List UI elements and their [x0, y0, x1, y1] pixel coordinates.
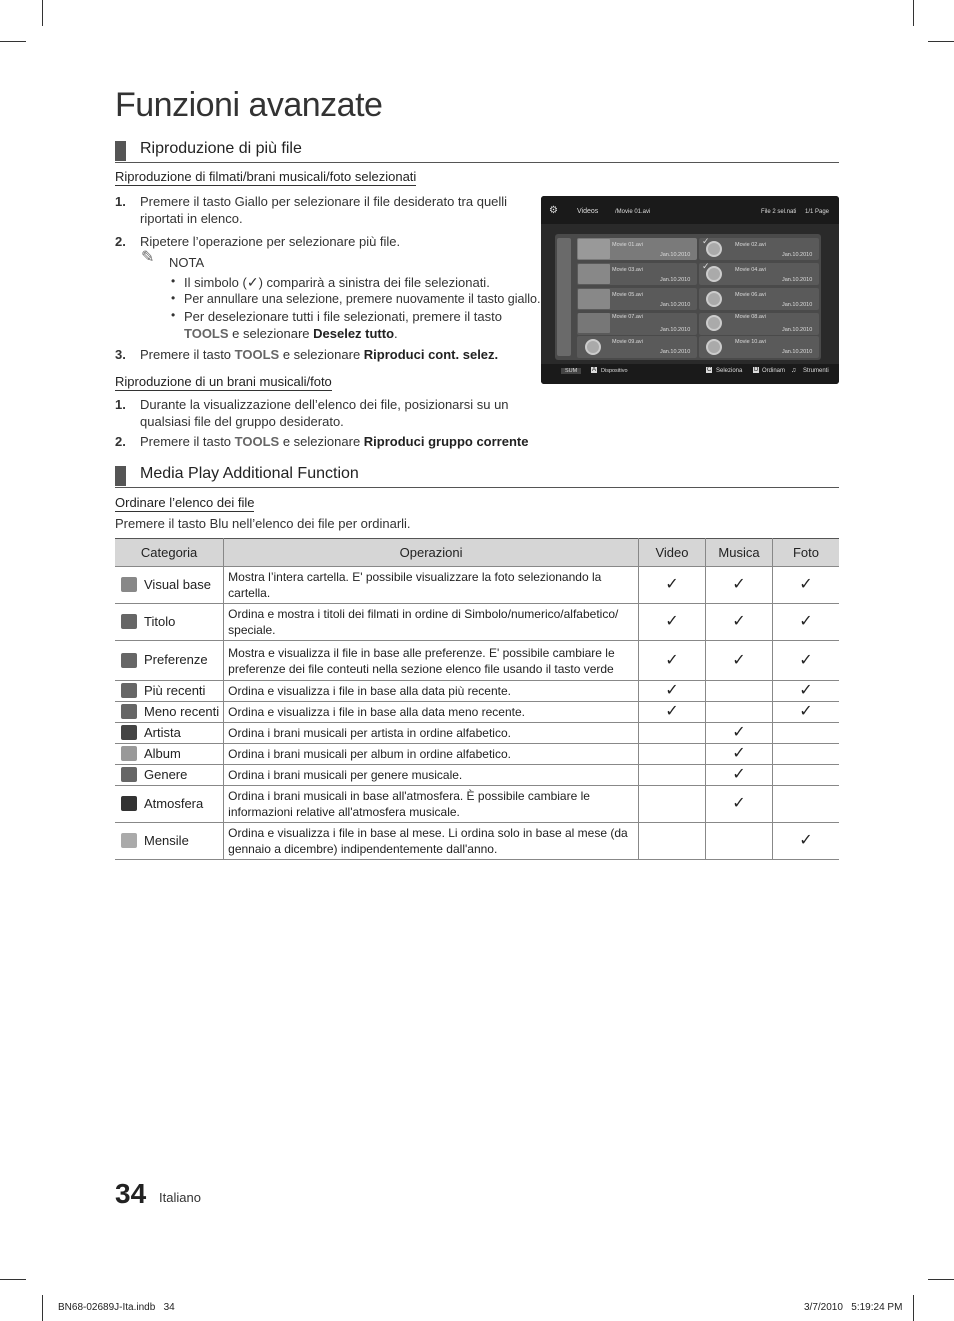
table-row: Preferenze Mostra e visualizza il file in base alle preferenze. E' possibile cambiare le preferenze dei file conteuti nella sezione elenco file usando il tasto verde ✓ ✓ ✓: [115, 641, 839, 681]
table-row: Mensile Ordina e visualizza i file in base al mese. Li ordina solo in base al mese (da gennaio a dicembre) indipendentemente dall'anno. ✓: [115, 823, 839, 860]
table-row: Meno recenti Ordina e visualizza i file in base alla data meno recente. ✓ ✓: [115, 702, 839, 723]
film-reel-icon: [585, 339, 601, 355]
tv-file-date: Jan.10.2010: [782, 302, 813, 308]
tv-file-name: Movie 02.avi: [735, 242, 766, 248]
step-text: Premere il tasto TOOLS e selezionare Riproduci cont. selez.: [140, 347, 499, 362]
step-number: 2.: [115, 234, 126, 249]
genre-icon: [121, 767, 137, 782]
tools-icon: ♫: [791, 367, 797, 374]
tv-thumb: [578, 313, 610, 333]
check-icon: ✓: [702, 261, 710, 271]
note-item: Per annullare una selezione, premere nuovamente il tasto giallo.: [184, 292, 541, 306]
table-row: Album Ordina i brani musicali per album in ordine alfabetico. ✓: [115, 744, 839, 765]
title-icon: [121, 614, 137, 629]
tv-file-name: Movie 10.avi: [735, 339, 766, 345]
section-title: Riproduzione di più file: [140, 140, 302, 157]
tv-file-date: Jan.10.2010: [782, 252, 813, 258]
table-row: Titolo Ordina e mostra i titoli dei filmati in ordine di Simbolo/numerico/alfabetico/ speciale. ✓ ✓ ✓: [115, 604, 839, 641]
section-header-additional-function: [115, 465, 839, 488]
step-number: 1.: [115, 397, 126, 412]
section-title: Media Play Additional Function: [140, 465, 359, 482]
tv-file-date: Jan.10.2010: [660, 252, 691, 258]
tv-file-name: Movie 06.avi: [735, 292, 766, 298]
table-row: Visual base Mostra l’intera cartella. E' possibile visualizzare la foto selezionando la cartella. ✓ ✓ ✓: [115, 567, 839, 604]
header-operations: Operazioni: [224, 539, 639, 567]
page-number: 34: [115, 1178, 147, 1209]
tv-footer-tools: Strumenti: [803, 368, 829, 374]
table-row: Genere Ordina i brani musicali per genere musicale. ✓: [115, 765, 839, 786]
calendar-icon: [121, 683, 137, 698]
artist-icon: [121, 725, 137, 740]
tv-file-date: Jan.10.2010: [660, 327, 691, 333]
bullet-icon: •: [171, 274, 176, 288]
tv-footer-device: Dispositivo: [601, 368, 628, 374]
note-item: Il simbolo (✓) comparirà a sinistra dei file selezionati.: [184, 274, 490, 290]
page-title: Funzioni avanzate: [115, 86, 383, 124]
header-music: Musica: [706, 539, 773, 567]
tv-page: 1/1 Page: [805, 209, 830, 215]
step-text: Premere il tasto Giallo per selezionare il file desiderato tra quelli riportati in elenco.: [140, 194, 508, 226]
table-row: Artista Ordina i brani musicali per artista in ordine alfabetico. ✓: [115, 723, 839, 744]
sub-heading-sort: Ordinare l’elenco dei file: [115, 495, 255, 510]
star-icon: [121, 653, 137, 668]
mood-icon: [121, 796, 137, 811]
step-number: 1.: [115, 194, 126, 209]
step-text: Ripetere l’operazione per selezionare più file.: [140, 234, 401, 249]
tv-thumb: [578, 239, 610, 259]
step-number: 2.: [115, 434, 126, 449]
calendar-old-icon: [121, 704, 137, 719]
note-pencil-icon: ✎: [141, 249, 155, 266]
tv-file-name: Movie 04.avi: [735, 267, 766, 273]
tv-file-name: Movie 01.avi: [612, 242, 643, 248]
tv-thumb: [578, 289, 610, 309]
tv-file-date: Jan.10.2010: [660, 277, 691, 283]
tv-footer-sum: SUM: [561, 368, 581, 374]
check-icon: ✓: [246, 274, 259, 290]
tv-footer-a-key: A: [592, 367, 597, 373]
header-photo: Foto: [773, 539, 840, 567]
table-row: Più recenti Ordina e visualizza i file in base alla data più recente. ✓ ✓: [115, 681, 839, 702]
folder-icon: [121, 577, 137, 592]
check-icon: ✓: [702, 236, 710, 246]
sort-options-table: [115, 538, 839, 860]
sub-heading-group-play: Riproduzione di un brani musicali/foto: [115, 374, 332, 389]
tv-path: /Movie 01.avi: [615, 209, 651, 215]
tv-file-date: Jan.10.2010: [782, 277, 813, 283]
tv-screenshot: [541, 196, 839, 384]
note-label: NOTA: [169, 255, 205, 270]
tv-file-selected: File 2 sel.nati: [761, 209, 797, 215]
step-text: Durante la visualizzazione dell’elenco dei file, posizionarsi su un qualsiasi file del gruppo desiderato.: [140, 397, 509, 429]
tv-footer-select: Seleziona: [716, 368, 743, 374]
bullet-icon: •: [171, 308, 176, 322]
film-reel-icon: [706, 315, 722, 331]
tv-file-date: Jan.10.2010: [660, 302, 691, 308]
video-icon: ⚙: [549, 205, 558, 216]
album-icon: [121, 746, 137, 761]
tv-footer-d-key: D: [754, 367, 759, 373]
film-reel-icon: [706, 339, 722, 355]
table-row: Atmosfera Ordina i brani musicali in base all'atmosfera. È possibile cambiare le informazioni relative all'atmosfera musicale. ✓: [115, 786, 839, 823]
tv-file-name: Movie 07.avi: [612, 314, 643, 320]
header-video: Video: [639, 539, 706, 567]
imprint-timestamp: 3/7/2010 5:19:24 PM: [804, 1302, 903, 1313]
film-reel-icon: [706, 291, 722, 307]
tv-file-name: Movie 03.avi: [612, 267, 643, 273]
language-label: Italiano: [159, 1190, 201, 1205]
tv-file-name: Movie 05.avi: [612, 292, 643, 298]
note-item: Per deselezionare tutti i file selezionati, premere il tasto TOOLS e selezionare Deselez tutto.: [184, 309, 502, 341]
section-header-multi-play: [115, 140, 839, 163]
tv-footer-sort: Ordinam: [762, 368, 786, 374]
imprint-file: BN68-02689J-Ita.indb 34: [58, 1302, 175, 1313]
sort-intro: Premere il tasto Blu nell’elenco dei file per ordinarli.: [115, 516, 411, 531]
tv-thumb: [578, 264, 610, 284]
bullet-icon: •: [171, 291, 176, 305]
tv-file-date: Jan.10.2010: [660, 349, 691, 355]
month-icon: [121, 833, 137, 848]
tv-footer-c-key: C: [707, 367, 712, 373]
step-text: Premere il tasto TOOLS e selezionare Riproduci gruppo corrente: [140, 434, 529, 449]
tv-file-name: Movie 09.avi: [612, 339, 643, 345]
tv-file-date: Jan.10.2010: [782, 349, 813, 355]
tv-file-name: Movie 08.avi: [735, 314, 766, 320]
tv-title: Videos: [577, 208, 599, 215]
header-category: Categoria: [115, 539, 224, 567]
tv-file-date: Jan.10.2010: [782, 327, 813, 333]
step-number: 3.: [115, 347, 126, 362]
sub-heading-selected-play: Riproduzione di filmati/brani musicali/foto selezionati: [115, 169, 417, 184]
